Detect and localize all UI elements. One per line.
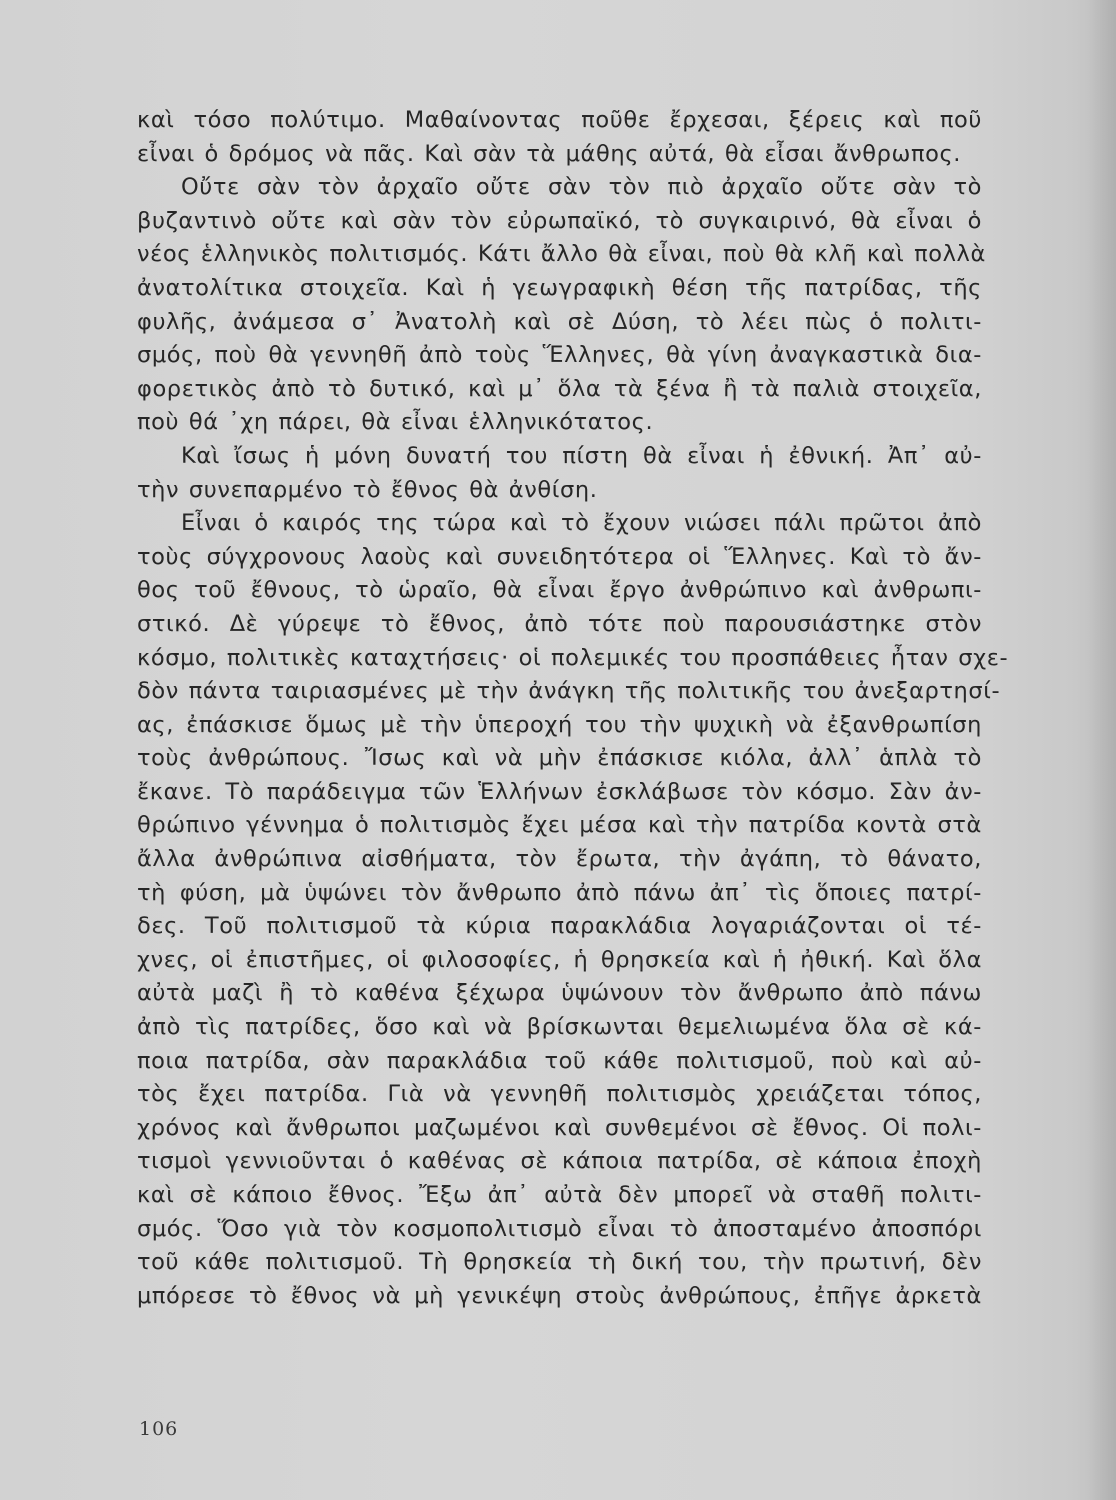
text-line: ποια πατρίδα, σὰν παρακλάδια τοῦ κάθε πολιτισμοῦ, ποὺ καὶ αὐ- xyxy=(137,1047,982,1074)
text-line: δες. Τοῦ πολιτισμοῦ τὰ κύρια παρακλάδια λογαριάζονται οἱ τέ- xyxy=(137,913,982,940)
text-line: μπόρεσε τὸ ἔθνος νὰ μὴ γενικέψη στοὺς ἀνθρώπους, ἐπῆγε ἀρκετὰ xyxy=(137,1282,982,1309)
text-line: ἀνατολίτικα στοιχεῖα. Καὶ ἡ γεωγραφικὴ θέση τῆς πατρίδας, τῆς xyxy=(137,274,982,301)
text-line: ας, ἐπάσκισε ὅμως μὲ τὴν ὑπεροχή του τὴν ψυχικὴ νὰ ἐξανθρωπίση xyxy=(137,711,982,738)
text-line: ποὺ θά ᾽χη πάρει, θὰ εἶναι ἑλληνικότατος. xyxy=(137,409,654,436)
text-line: σμός, ποὺ θὰ γεννηθῆ ἀπὸ τοὺς Ἕλληνες, θὰ γίνη ἀναγκαστικὰ δια- xyxy=(137,342,982,369)
text-line: τοῦ κάθε πολιτισμοῦ. Τὴ θρησκεία τὴ δική του, τὴν πρωτινή, δὲν xyxy=(137,1249,982,1276)
page-edge-shadow xyxy=(1088,0,1116,1500)
text-line: καὶ σὲ κάποιο ἔθνος. Ἔξω ἀπ᾽ αὐτὰ δὲν μπορεῖ νὰ σταθῆ πολιτι- xyxy=(137,1182,982,1208)
text-line: δὸν πάντα ταιριασμένες μὲ τὴν ἀνάγκη τῆς πολιτικῆς του ἀνεξαρτησί- xyxy=(137,678,1001,705)
text-line: φυλῆς, ἀνάμεσα σ᾽ Ἀνατολὴ καὶ σὲ Δύση, τὸ λέει πὼς ὁ πολιτι- xyxy=(137,308,982,335)
text-line: θρώπινο γέννημα ὁ πολιτισμὸς ἔχει μέσα καὶ τὴν πατρίδα κοντὰ στὰ xyxy=(137,812,982,839)
text-line: ἄλλα ἀνθρώπινα αἰσθήματα, τὸν ἔρωτα, τὴν ἀγάπη, τὸ θάνατο, xyxy=(137,846,982,873)
text-line: φορετικὸς ἀπὸ τὸ δυτικό, καὶ μ᾽ ὅλα τὰ ξένα ἢ τὰ παλιὰ στοιχεῖα, xyxy=(137,375,982,402)
text-line: βυζαντινὸ οὔτε καὶ σὰν τὸν εὐρωπαϊκό, τὸ συγκαιρινό, θὰ εἶναι ὁ xyxy=(137,207,982,234)
text-line: τοὺς ἀνθρώπους. Ἴσως καὶ νὰ μὴν ἐπάσκισε κιόλα, ἀλλ᾽ ἁπλὰ τὸ xyxy=(137,745,982,772)
text-line: τισμοὶ γεννιοῦνται ὁ καθένας σὲ κάποια πατρίδα, σὲ κάποια ἐποχὴ xyxy=(137,1148,982,1175)
text-line: χρόνος καὶ ἄνθρωποι μαζωμένοι καὶ συνθεμένοι σὲ ἔθνος. Οἱ πολι- xyxy=(137,1114,982,1141)
text-line: εἶναι ὁ δρόμος νὰ πᾶς. Καὶ σὰν τὰ μάθης αὐτά, θὰ εἶσαι ἄνθρωπος. xyxy=(137,140,962,167)
text-line: Καὶ ἴσως ἡ μόνη δυνατή του πίστη θὰ εἶναι ἡ ἐθνική. Ἀπ᾽ αὐ- xyxy=(181,442,982,469)
text-line: θος τοῦ ἔθνους, τὸ ὡραῖο, θὰ εἶναι ἔργο ἀνθρώπινο καὶ ἀνθρωπι- xyxy=(137,577,982,604)
text-line: νέος ἑλληνικὸς πολιτισμός. Κάτι ἄλλο θὰ εἶναι, ποὺ θὰ κλῆ καὶ πολλὰ xyxy=(137,241,986,268)
body-text xyxy=(137,104,1009,1313)
page-number: 106 xyxy=(139,1418,179,1440)
text-line: τοὺς σύγχρονους λαοὺς καὶ συνειδητότερα οἱ Ἕλληνες. Καὶ τὸ ἄν- xyxy=(137,543,982,570)
text-line: τὴν συνεπαρμένο τὸ ἔθνος θὰ ἀνθίση. xyxy=(137,476,598,503)
text-line: Εἶναι ὁ καιρός της τώρα καὶ τὸ ἔχουν νιώσει πάλι πρῶτοι ἀπὸ xyxy=(181,510,982,537)
text-line: τὸς ἔχει πατρίδα. Γιὰ νὰ γεννηθῆ πολιτισμὸς χρειάζεται τόπος, xyxy=(137,1081,982,1108)
text-line: ἀπὸ τὶς πατρίδες, ὅσο καὶ νὰ βρίσκωνται θεμελιωμένα ὅλα σὲ κά- xyxy=(137,1014,982,1041)
text-line: κόσμο, πολιτικὲς καταχτήσεις· οἱ πολεμικές του προσπάθειες ἦταν σχε- xyxy=(137,644,1009,671)
text-line: σμός. Ὅσο γιὰ τὸν κοσμοπολιτισμὸ εἶναι τὸ ἀποσταμένο ἀποσπόρι xyxy=(137,1215,982,1242)
text-line: τὴ φύση, μὰ ὑψώνει τὸν ἄνθρωπο ἀπὸ πάνω ἀπ᾽ τὶς ὅποιες πατρί- xyxy=(137,879,982,906)
text-line: Οὔτε σὰν τὸν ἀρχαῖο οὔτε σὰν τὸν πιὸ ἀρχαῖο οὔτε σὰν τὸ xyxy=(181,174,982,201)
text-line: αὐτὰ μαζὶ ἢ τὸ καθένα ξέχωρα ὑψώνουν τὸν ἄνθρωπο ἀπὸ πάνω xyxy=(137,980,982,1007)
text-line: χνες, οἱ ἐπιστῆμες, οἱ φιλοσοφίες, ἡ θρησκεία καὶ ἡ ἠθική. Καὶ ὅλα xyxy=(137,946,982,973)
text-line: καὶ τόσο πολύτιμο. Μαθαίνοντας ποῦθε ἔρχεσαι, ξέρεις καὶ ποῦ xyxy=(137,107,982,133)
text-line: στικό. Δὲ γύρεψε τὸ ἔθνος, ἀπὸ τότε ποὺ παρουσιάστηκε στὸν xyxy=(137,610,982,637)
text-line: ἔκανε. Τὸ παράδειγμα τῶν Ἑλλήνων ἐσκλάβωσε τὸν κόσμο. Σὰν ἀν- xyxy=(137,778,982,805)
